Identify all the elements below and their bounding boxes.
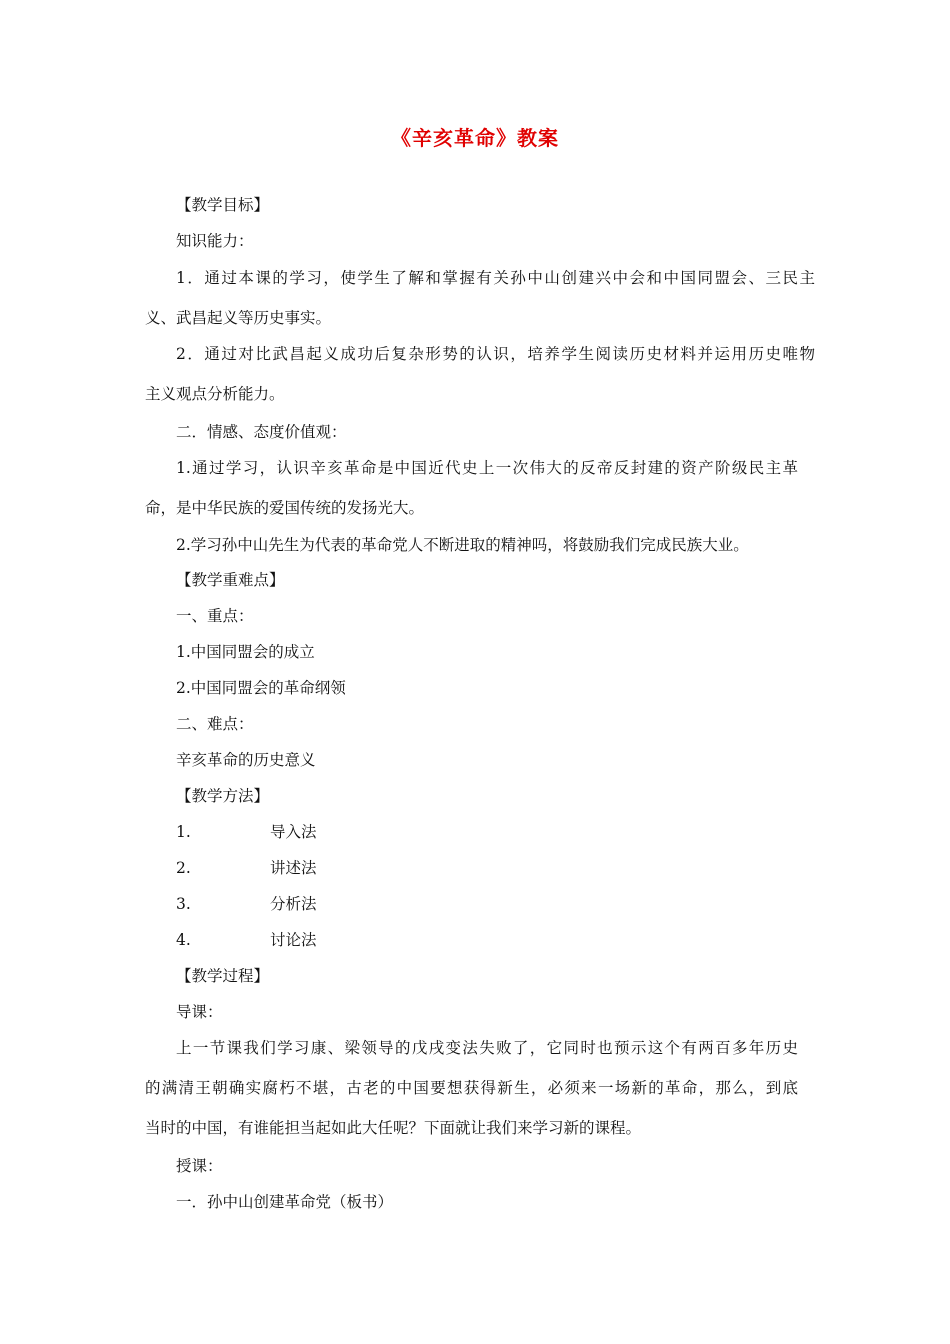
paragraph-line: 1．通过本课的学习，使学生了解和掌握有关孙中山创建兴中会和中国同盟会、三民主	[176, 269, 815, 287]
method-label: 讲述法	[270, 859, 317, 877]
method-number: 1.	[176, 823, 191, 841]
method-number: 3.	[176, 895, 191, 913]
paragraph-line: 1.通过学习，认识辛亥革命是中国近代史上一次伟大的反帝反封建的资产阶级民主革	[176, 459, 798, 477]
difficult-subheading: 二、难点：	[176, 715, 254, 733]
method-item	[176, 856, 846, 880]
key-heading: 【教学重难点】	[176, 571, 285, 589]
list-item: 辛亥革命的历史意义	[176, 751, 316, 769]
method-label: 分析法	[270, 895, 317, 913]
list-item: 1.中国同盟会的成立	[176, 643, 315, 661]
teach-item: 一．孙中山创建革命党（板书）	[176, 1193, 394, 1211]
intro-heading: 导课：	[176, 1003, 223, 1021]
method-item	[176, 820, 846, 844]
methods-heading: 【教学方法】	[176, 787, 270, 805]
method-number: 2.	[176, 859, 191, 877]
method-item	[176, 892, 846, 916]
document-title: 《辛亥革命》教案	[391, 126, 559, 150]
process-heading: 【教学过程】	[176, 967, 270, 985]
paragraph-line: 2.学习孙中山先生为代表的革命党人不断进取的精神吗，将鼓励我们完成民族大业。	[176, 536, 749, 554]
teach-heading: 授课：	[176, 1157, 223, 1175]
key-subheading: 一、重点：	[176, 607, 254, 625]
paragraph-line: 当时的中国，有谁能担当起如此大任呢？下面就让我们来学习新的课程。	[145, 1119, 642, 1137]
knowledge-heading: 知识能力：	[176, 232, 254, 250]
paragraph-line: 2．通过对比武昌起义成功后复杂形势的认识，培养学生阅读历史材料并运用历史唯物	[176, 345, 815, 363]
method-label: 讨论法	[270, 931, 317, 949]
paragraph-line: 义、武昌起义等历史事实。	[145, 309, 332, 327]
method-number: 4.	[176, 931, 191, 949]
paragraph-line: 上一节课我们学习康、梁领导的戊戌变法失败了，它同时也预示这个有两百多年历史	[176, 1039, 798, 1057]
method-item	[176, 928, 846, 952]
method-label: 导入法	[270, 823, 317, 841]
paragraph-line: 的满清王朝确实腐朽不堪，古老的中国要想获得新生，必须来一场新的革命，那么，到底	[145, 1079, 798, 1097]
emotion-heading: 二．情感、态度价值观：	[176, 423, 347, 441]
list-item: 2.中国同盟会的革命纲领	[176, 679, 346, 697]
paragraph-line: 命，是中华民族的爱国传统的发扬光大。	[145, 499, 425, 517]
objectives-heading: 【教学目标】	[176, 196, 270, 214]
paragraph-line: 主义观点分析能力。	[145, 385, 285, 403]
